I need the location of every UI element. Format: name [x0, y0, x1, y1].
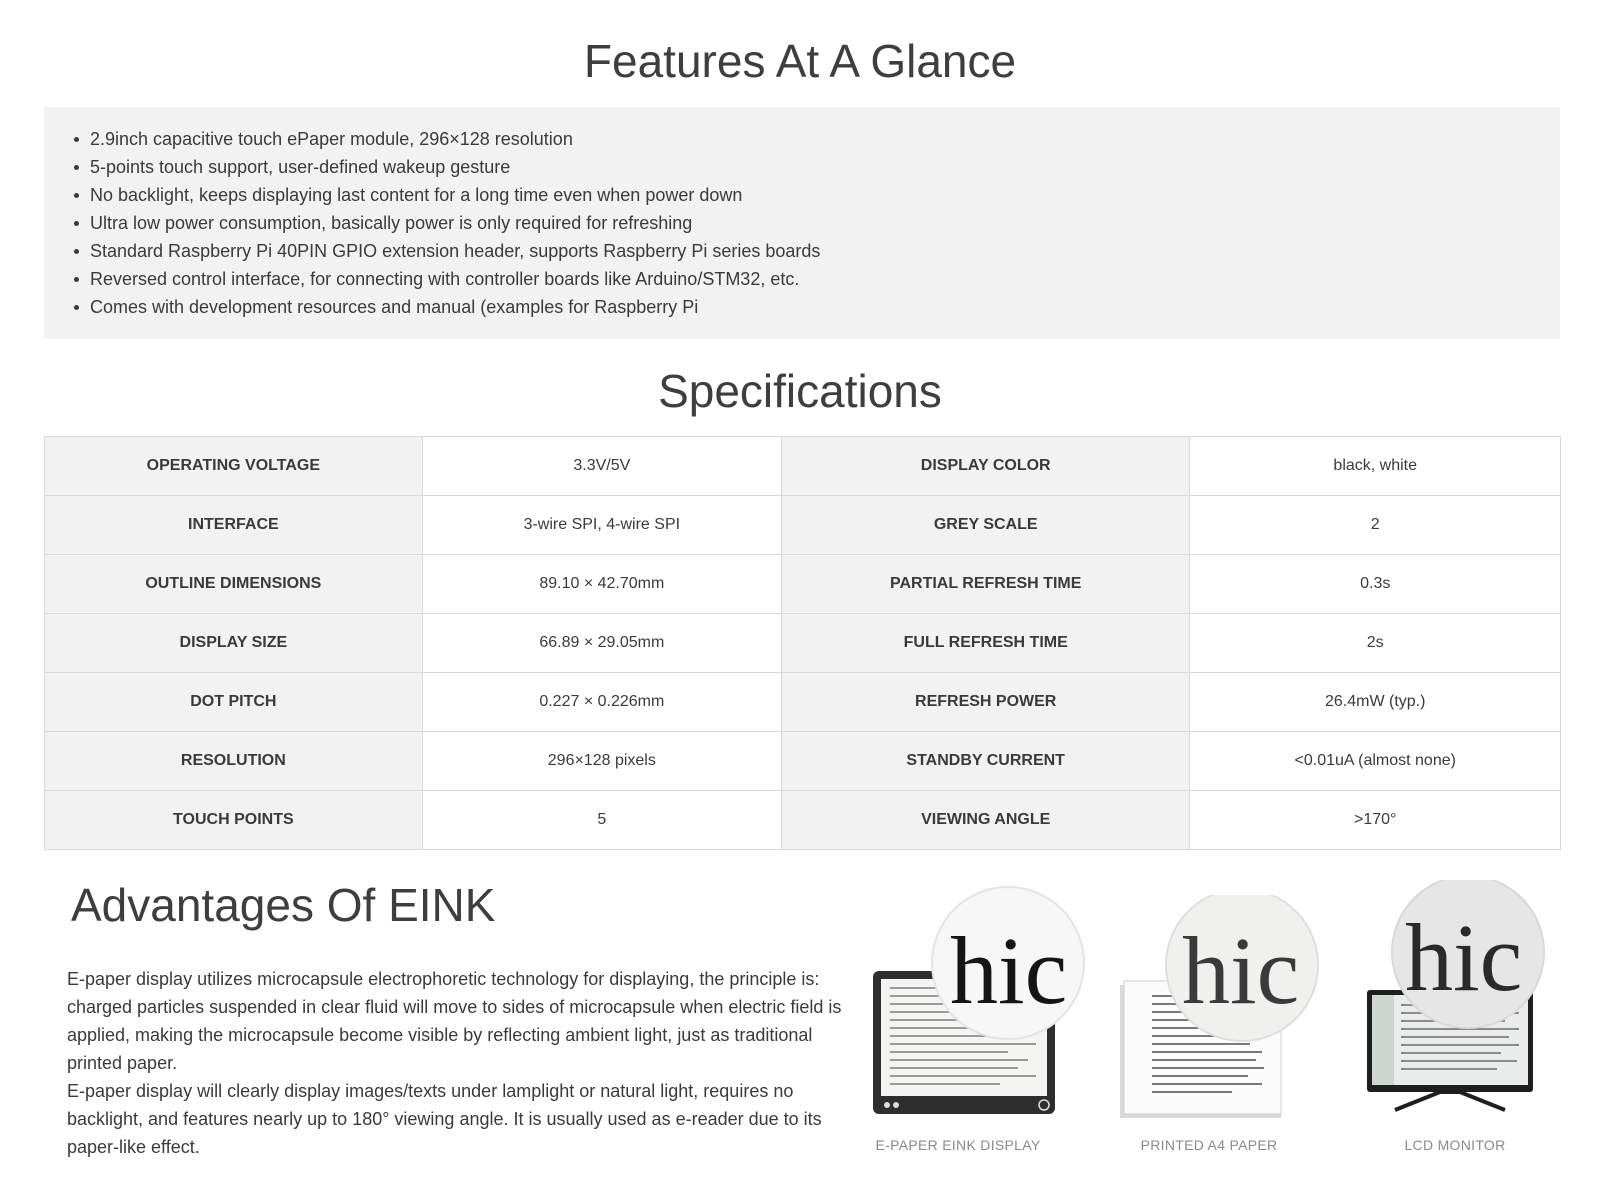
- table-row: [45, 732, 1561, 791]
- spec-key: TOUCH POINTS: [45, 791, 423, 850]
- spec-value: 2: [1190, 496, 1561, 555]
- spec-value: 2s: [1190, 614, 1561, 673]
- feature-item: No backlight, keeps displaying last content for a long time even when power down: [90, 181, 1560, 209]
- spec-value: 66.89 × 29.05mm: [422, 614, 781, 673]
- spec-value: 0.227 × 0.226mm: [422, 673, 781, 732]
- table-row: [45, 791, 1561, 850]
- feature-item: Standard Raspberry Pi 40PIN GPIO extension header, supports Raspberry Pi series boards: [90, 237, 1560, 265]
- spec-value: 296×128 pixels: [422, 732, 781, 791]
- feature-item: Ultra low power consumption, basically power is only required for refreshing: [90, 209, 1560, 237]
- spec-key: OPERATING VOLTAGE: [45, 437, 423, 496]
- advantages-text: [67, 965, 857, 1161]
- spec-key: DOT PITCH: [45, 673, 423, 732]
- table-row: [45, 496, 1561, 555]
- spec-value: black, white: [1190, 437, 1561, 496]
- spec-value: 89.10 × 42.70mm: [422, 555, 781, 614]
- magnified-text: hic: [1405, 904, 1523, 1011]
- feature-item: Reversed control interface, for connecting with controller boards like Arduino/STM32, etc.: [90, 265, 1560, 293]
- spec-key: RESOLUTION: [45, 732, 423, 791]
- spec-value: 3-wire SPI, 4-wire SPI: [422, 496, 781, 555]
- magnified-text: hic: [950, 917, 1068, 1024]
- lcd-monitor-image: [1355, 880, 1560, 1125]
- spec-value: 0.3s: [1190, 555, 1561, 614]
- epaper-display-image: [868, 885, 1093, 1125]
- table-row: [45, 673, 1561, 732]
- lcd-monitor-illustration: [1355, 880, 1560, 1125]
- features-box: [44, 107, 1560, 339]
- features-title: Features At A Glance: [583, 35, 1017, 87]
- epaper-display-illustration: [868, 885, 1093, 1125]
- feature-item: 2.9inch capacitive touch ePaper module, 296×128 resolution: [90, 125, 1560, 153]
- advantages-paragraph: E-paper display will clearly display images/texts under lamplight or natural light, requires no backlight, and features nearly up to 180° viewing angle. It is usually used as e-reader due to its paper-like effect.: [67, 1081, 822, 1157]
- feature-item: Comes with development resources and manual (examples for Raspberry Pi: [90, 293, 1560, 321]
- image-caption: PRINTED A4 PAPER: [1140, 1137, 1278, 1153]
- spec-value: 3.3V/5V: [422, 437, 781, 496]
- spec-value: 26.4mW (typ.): [1190, 673, 1561, 732]
- spec-key: INTERFACE: [45, 496, 423, 555]
- advantages-paragraph: E-paper display utilizes microcapsule electrophoretic technology for displaying, the principle is: charged particles suspended in clear fluid will move to sides of microcapsule when electric field is applied, making the microcapsule become visible by reflecting ambient light, just as traditional printed paper.: [67, 969, 842, 1073]
- image-caption: E-PAPER EINK DISPLAY: [875, 1137, 1041, 1153]
- spec-key: FULL REFRESH TIME: [781, 614, 1190, 673]
- table-row: [45, 614, 1561, 673]
- spec-key: VIEWING ANGLE: [781, 791, 1190, 850]
- spec-key: REFRESH POWER: [781, 673, 1190, 732]
- advantages-title: Advantages Of EINK: [71, 879, 496, 931]
- specifications-table: [44, 436, 1561, 850]
- spec-key: GREY SCALE: [781, 496, 1190, 555]
- spec-key: OUTLINE DIMENSIONS: [45, 555, 423, 614]
- spec-value: <0.01uA (almost none): [1190, 732, 1561, 791]
- printed-paper-illustration: [1112, 895, 1334, 1125]
- spec-key: DISPLAY COLOR: [781, 437, 1190, 496]
- features-list: [44, 107, 1560, 321]
- printed-paper-image: [1112, 895, 1334, 1125]
- image-caption: LCD MONITOR: [1404, 1137, 1506, 1153]
- specifications-title: Specifications: [658, 365, 942, 417]
- spec-value: >170°: [1190, 791, 1561, 850]
- table-row: [45, 555, 1561, 614]
- table-row: [45, 437, 1561, 496]
- spec-key: STANDBY CURRENT: [781, 732, 1190, 791]
- spec-key: DISPLAY SIZE: [45, 614, 423, 673]
- magnified-text: hic: [1182, 917, 1300, 1024]
- spec-value: 5: [422, 791, 781, 850]
- feature-item: 5-points touch support, user-defined wakeup gesture: [90, 153, 1560, 181]
- spec-key: PARTIAL REFRESH TIME: [781, 555, 1190, 614]
